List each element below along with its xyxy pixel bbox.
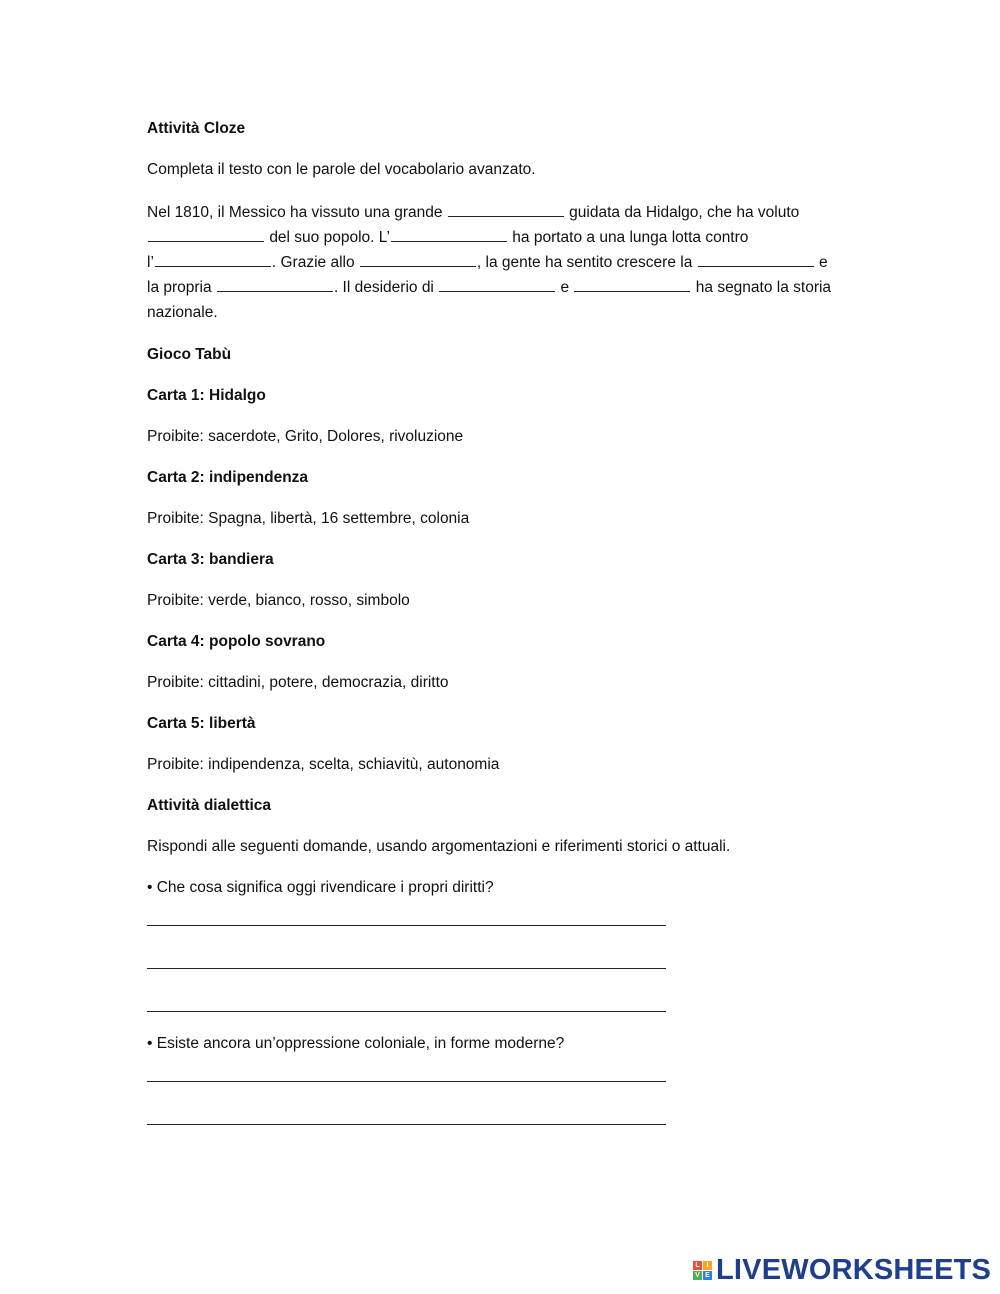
logo-mark-icon <box>693 1261 712 1280</box>
logo-text: LIVEWORKSHEETS <box>716 1253 992 1286</box>
cloze-blank-1[interactable] <box>448 202 564 217</box>
cloze-text: nazionale. <box>147 304 218 321</box>
logo-mark-letter: L <box>693 1261 702 1270</box>
cloze-text: Nel 1810, il Messico ha vissuto una grande <box>147 204 443 221</box>
answer-line[interactable] <box>147 924 666 926</box>
logo-mark-letter: E <box>703 1271 712 1280</box>
cloze-text: del suo popolo. L’ <box>269 229 390 246</box>
cloze-text: e <box>818 254 828 271</box>
card-forbidden: Proibite: verde, bianco, rosso, simbolo <box>147 592 410 609</box>
dialectic-instruction: Rispondi alle seguenti domande, usando argomentazioni e riferimenti storici o attuali. <box>147 838 731 855</box>
card-title: Carta 5: libertà <box>147 715 256 732</box>
cloze-blank-3[interactable] <box>391 227 507 242</box>
cloze-blank-6[interactable] <box>698 252 814 267</box>
liveworksheets-logo <box>693 1255 991 1285</box>
taboo-title: Gioco Tabù <box>147 346 232 363</box>
card-forbidden: Proibite: cittadini, potere, democrazia, diritto <box>147 674 449 691</box>
cloze-text: guidata da Hidalgo, che ha voluto <box>569 204 800 221</box>
logo-mark-letter: I <box>703 1261 712 1270</box>
dialectic-title: Attività dialettica <box>147 797 272 814</box>
card-title: Carta 4: popolo sovrano <box>147 633 326 650</box>
cloze-text: ha segnato la storia <box>695 279 832 296</box>
cloze-text: la propria <box>147 279 212 296</box>
answer-line[interactable] <box>147 967 666 969</box>
answer-line[interactable] <box>147 1123 666 1125</box>
question-2: • Esiste ancora un’oppressione coloniale, in forme moderne? <box>147 1035 565 1052</box>
cloze-text: , la gente ha sentito crescere la <box>476 254 693 271</box>
card-title: Carta 2: indipendenza <box>147 469 309 486</box>
cloze-blank-2[interactable] <box>148 227 264 242</box>
cloze-text: e <box>560 279 570 296</box>
card-forbidden: Proibite: Spagna, libertà, 16 settembre, colonia <box>147 510 470 527</box>
card-forbidden: Proibite: sacerdote, Grito, Dolores, rivoluzione <box>147 428 464 445</box>
card-title: Carta 1: Hidalgo <box>147 387 266 404</box>
cloze-paragraph <box>147 200 857 325</box>
cloze-text: . Grazie allo <box>271 254 355 271</box>
card-title: Carta 3: bandiera <box>147 551 274 568</box>
cloze-blank-5[interactable] <box>360 252 476 267</box>
answer-line[interactable] <box>147 1010 666 1012</box>
cloze-blank-8[interactable] <box>439 277 555 292</box>
cloze-instruction: Completa il testo con le parole del vocabolario avanzato. <box>147 161 536 178</box>
cloze-blank-9[interactable] <box>574 277 690 292</box>
cloze-title: Attività Cloze <box>147 120 246 137</box>
answer-line[interactable] <box>147 1080 666 1082</box>
logo-mark-letter: V <box>693 1271 702 1280</box>
card-forbidden: Proibite: indipendenza, scelta, schiavitù, autonomia <box>147 756 500 773</box>
cloze-text: l’ <box>147 254 154 271</box>
cloze-text: ha portato a una lunga lotta contro <box>512 229 749 246</box>
cloze-text: . Il desiderio di <box>333 279 434 296</box>
question-1: • Che cosa significa oggi rivendicare i propri diritti? <box>147 879 494 896</box>
worksheet-page <box>147 118 857 1125</box>
cloze-blank-7[interactable] <box>217 277 333 292</box>
cloze-blank-4[interactable] <box>155 252 271 267</box>
